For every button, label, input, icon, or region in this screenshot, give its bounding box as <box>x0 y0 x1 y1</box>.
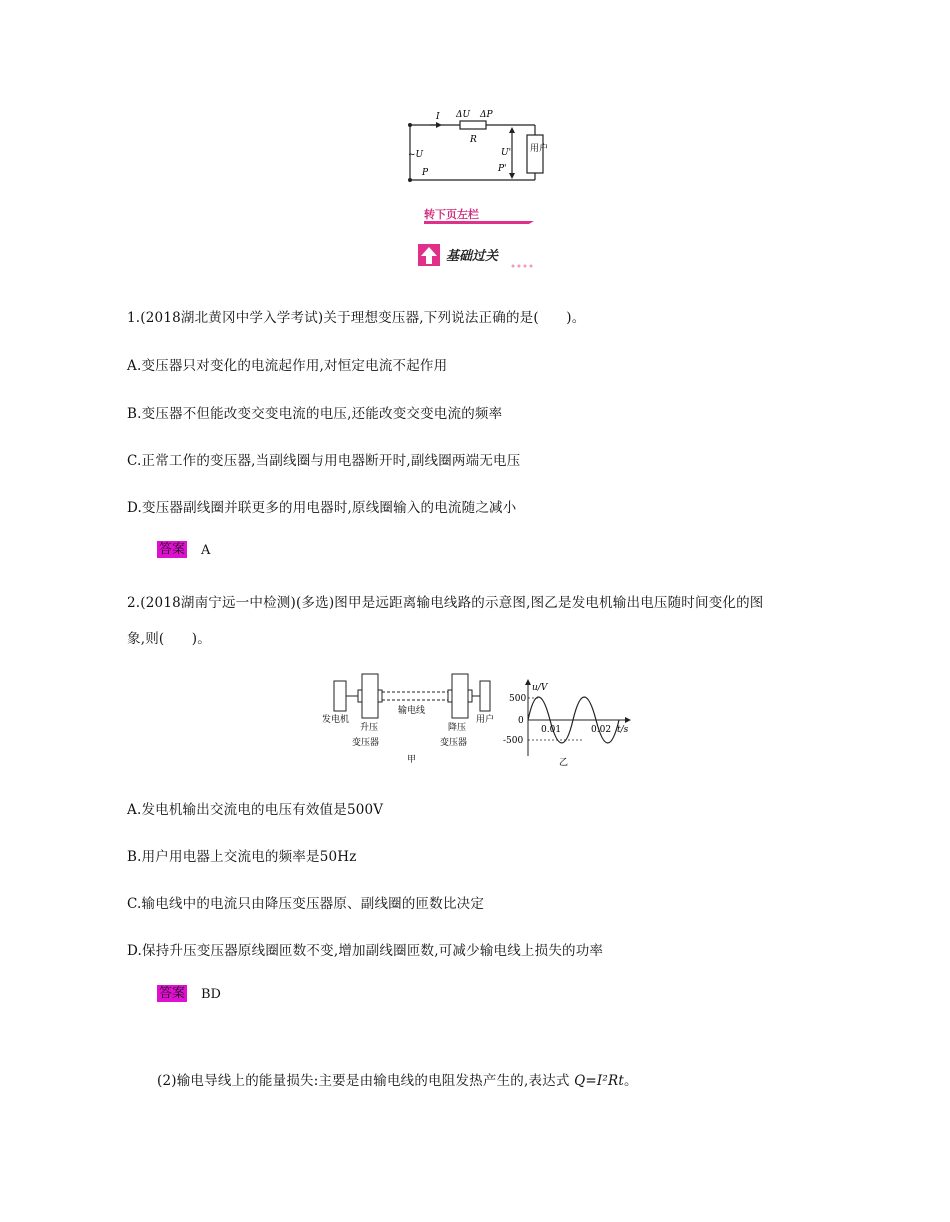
q1-stem: 1.(2018湖北黄冈中学入学考试)关于理想变压器,下列说法正确的是( )。 <box>127 310 586 326</box>
label-dU: ΔU <box>456 110 471 120</box>
jia-generator: 发电机 <box>322 715 350 725</box>
circuit-diagram <box>400 105 550 185</box>
jia-user: 用户 <box>476 715 495 725</box>
yi-x2: 0.02 <box>591 725 612 735</box>
label-I: I <box>436 112 440 122</box>
q1-answer-badge: 答案 <box>159 542 186 557</box>
q1-option-a: A.变压器只对变化的电流起作用,对恒定电流不起作用 <box>127 358 448 374</box>
q2-option-c: C.输电线中的电流只由降压变压器原、副线圈的匝数比决定 <box>127 896 485 912</box>
figure-yi <box>503 676 638 771</box>
yi-y-zero: 0 <box>518 716 524 726</box>
q1-option-b: B.变压器不但能改变交变电流的电压,还能改变交变电流的频率 <box>127 406 503 422</box>
note-suffix: 。 <box>623 1073 638 1089</box>
yi-y-bot: -500 <box>503 736 524 746</box>
q2-answer: BD <box>201 987 221 1002</box>
q2-option-d: D.保持升压变压器原线圈匝数不变,增加副线圈匝数,可减少输电线上损失的功率 <box>127 943 604 959</box>
q2-stem-line2: 象,则( )。 <box>127 631 211 647</box>
label-U2: U' <box>501 148 512 158</box>
yi-xlabel: t/s <box>617 725 629 735</box>
label-P: P <box>422 168 429 178</box>
label-R: R <box>470 135 477 145</box>
label-user: 用户 <box>530 144 549 154</box>
note-prefix: (2)输电导线上的能量损失:主要是由输电线的电阻发热产生的,表达式 <box>157 1073 570 1089</box>
jia-step-up: 升压 <box>360 723 379 733</box>
energy-loss-note <box>157 1069 638 1089</box>
section-title: 基础过关 <box>446 249 499 264</box>
q1-option-c: C.正常工作的变压器,当副线圈与用电器断开时,副线圈两端无电压 <box>127 453 521 469</box>
jia-line: 输电线 <box>398 706 426 716</box>
figure-jia <box>320 668 510 768</box>
q2-option-b: B.用户用电器上交流电的频率是50Hz <box>127 849 357 865</box>
jia-step-down: 降压 <box>448 723 467 733</box>
q1-answer: A <box>201 543 211 558</box>
label-dP: ΔP <box>480 110 493 120</box>
jia-step-up2: 变压器 <box>352 738 380 748</box>
q2-option-a: A.发电机输出交流电的电压有效值是500V <box>127 802 384 818</box>
turn-page-label: 转下页左栏 <box>424 208 479 221</box>
q2-answer-badge: 答案 <box>159 986 186 1001</box>
q2-stem-line1: 2.(2018湖南宁远一中检测)(多选)图甲是远距离输电线路的示意图,图乙是发电机输出电压随时间变化的图 <box>127 595 764 611</box>
label-U: ~U <box>408 150 424 160</box>
section-header <box>418 242 538 276</box>
jia-step-down2: 变压器 <box>440 738 468 748</box>
q1-option-d: D.变压器副线圈并联更多的用电器时,原线圈输入的电流随之减小 <box>127 500 517 516</box>
jia-caption: 甲 <box>407 755 417 765</box>
yi-y-top: 500 <box>509 694 527 704</box>
label-P2: P' <box>498 164 507 174</box>
yi-ylabel: u/V <box>532 683 548 693</box>
yi-caption: 乙 <box>559 758 569 768</box>
note-formula: Q=I²Rt <box>574 1073 624 1089</box>
yi-x1: 0.01 <box>541 725 562 735</box>
turn-page-banner[interactable] <box>424 208 534 232</box>
